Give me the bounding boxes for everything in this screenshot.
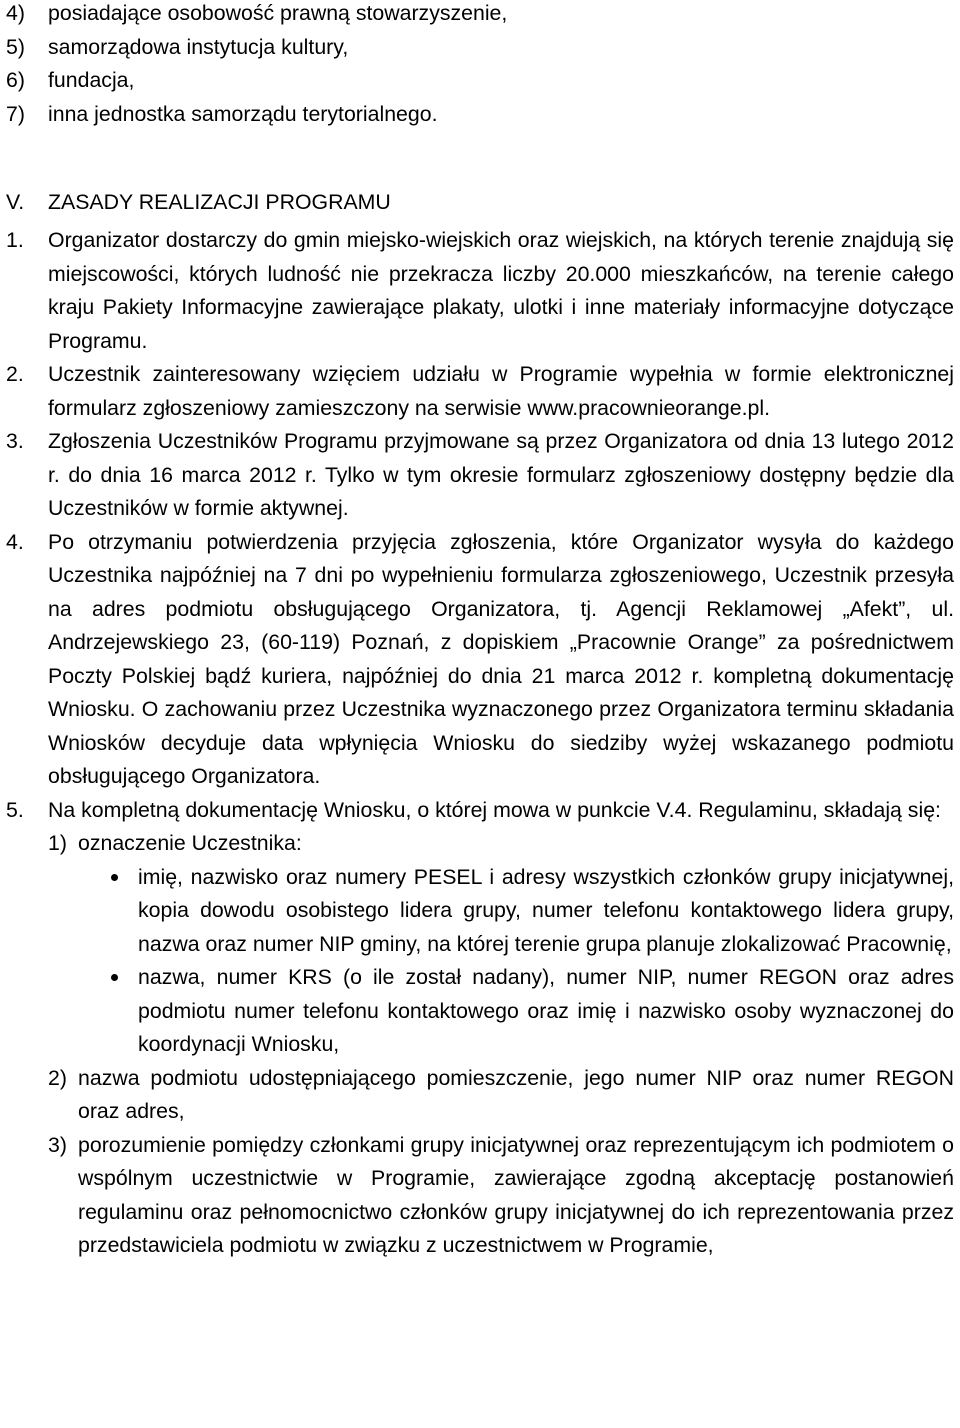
- bullet-list: [78, 861, 954, 1062]
- rule-text: Zgłoszenia Uczestników Programu przyjmowane są przez Organizatora od dnia 13 lutego 2012 r. do dnia 16 marca 2012 r. Tylko w tym okresie formularz zgłoszeniowy dostępny będzie dla Uczestników w formie aktywnej.: [48, 429, 954, 520]
- list-item-number: 7): [6, 101, 25, 126]
- bullet-item: [78, 961, 954, 1062]
- rule-number: 2.: [6, 362, 24, 386]
- sub-item-number: 3): [48, 1132, 67, 1157]
- section-number: V.: [6, 190, 25, 214]
- rule-point: [6, 358, 954, 425]
- documentation-list: [48, 827, 954, 1263]
- rule-number: 3.: [6, 429, 24, 453]
- sub-item: [48, 1129, 954, 1263]
- rule-text: Organizator dostarczy do gmin miejsko-wiejskich oraz wiejskich, na których terenie znajdują się miejscowości, których ludność nie przekracza liczby 20.000 mieszkańców, na terenie całego kraju Pakiety Informacyjne zawierające plakaty, ulotki i inne materiały informacyjne dotyczące Programu.: [48, 228, 954, 353]
- section-heading: [6, 186, 954, 220]
- rule-text: Na kompletną dokumentację Wniosku, o której mowa w punkcie V.4. Regulaminu, składają się:: [48, 797, 941, 822]
- list-item-text: inna jednostka samorządu terytorialnego.: [48, 101, 438, 126]
- list-item: [6, 31, 954, 65]
- rule-point: [6, 425, 954, 526]
- sub-item-number: 2): [48, 1065, 67, 1090]
- entity-type-list: [6, 0, 954, 131]
- bullet-dot-icon: [78, 961, 138, 1062]
- rule-point: [6, 794, 954, 1263]
- rule-body: [48, 794, 954, 1263]
- rule-number: 4.: [6, 529, 24, 554]
- list-item: [6, 64, 954, 98]
- bullet-text: nazwa, numer KRS (o ile został nadany), numer NIP, numer REGON oraz adres podmiotu numer telefonu kontaktowego oraz imię i nazwisko osoby wyznaczonej do koordynacji Wniosku,: [138, 965, 954, 1056]
- rule-point: [6, 526, 954, 794]
- sub-item-body: [78, 827, 954, 1062]
- sub-item-number: 1): [48, 831, 67, 855]
- section-title: ZASADY REALIZACJI PROGRAMU: [48, 190, 391, 214]
- bullet-item: [78, 861, 954, 962]
- list-item: [6, 98, 954, 132]
- rule-text: Po otrzymaniu potwierdzenia przyjęcia zgłoszenia, które Organizator wysyła do każdego Uczestnika najpóźniej na 7 dni po wypełnieniu formularza zgłoszeniowego, Uczestnik przesyła na adres podmiotu obsługującego Organizatora, tj. Agencji Reklamowej „Afekt”, ul. Andrzejewskiego 23, (60-119) Poznań, z dopiskiem „Pracownie Orange” za pośrednictwem Poczty Polskiej bądź kuriera, najpóźniej do dnia 21 marca 2012 r. kompletną dokumentację Wniosku. O zachowaniu przez Uczestnika wyznaczonego przez Organizatora terminu składania Wniosków decyduje data wpłynięcia Wniosku do siedziby wyżej wskazanego podmiotu obsługującego Organizatora.: [48, 529, 954, 788]
- list-item-number: 6): [6, 68, 25, 92]
- list-item: [6, 0, 954, 31]
- list-item-text: fundacja,: [48, 68, 135, 92]
- rule-text: Uczestnik zainteresowany wzięciem udziału w Programie wypełnia w formie elektronicznej formularz zgłoszeniowy zamieszczony na serwisie www.pracownieorange.pl.: [48, 362, 954, 420]
- sub-item-text: porozumienie pomiędzy członkami grupy inicjatywnej oraz reprezentującym ich podmiotem o wspólnym uczestnictwie w Programie, zawierające zgodną akceptację postanowień regulaminu oraz pełnomocnictwo członków grupy inicjatywnej do ich reprezentowania przez przedstawiciela podmiotu w związku z uczestnictwem w Programie,: [78, 1132, 954, 1257]
- list-item-number: 4): [6, 1, 25, 25]
- program-rules: [6, 224, 954, 1263]
- list-item-number: 5): [6, 34, 25, 59]
- rule-number: 5.: [6, 797, 24, 822]
- sub-item: [48, 827, 954, 1062]
- list-item-text: posiadające osobowość prawną stowarzyszenie,: [48, 1, 508, 25]
- sub-item-text: nazwa podmiotu udostępniającego pomieszczenie, jego numer NIP oraz numer REGON oraz adres,: [78, 1065, 954, 1123]
- list-item-text: samorządowa instytucja kultury,: [48, 34, 349, 59]
- bullet-text: imię, nazwisko oraz numery PESEL i adresy wszystkich członków grupy inicjatywnej, kopia dowodu osobistego lidera grupy, numer telefonu kontaktowego lidera grupy, nazwa oraz numer NIP gminy, na której terenie grupa planuje zlokalizować Pracownię,: [138, 864, 954, 956]
- rule-point: [6, 224, 954, 358]
- rule-number: 1.: [6, 228, 24, 252]
- sub-item-text: oznaczenie Uczestnika:: [78, 831, 302, 855]
- sub-item: [48, 1062, 954, 1129]
- bullet-dot-icon: [78, 861, 138, 962]
